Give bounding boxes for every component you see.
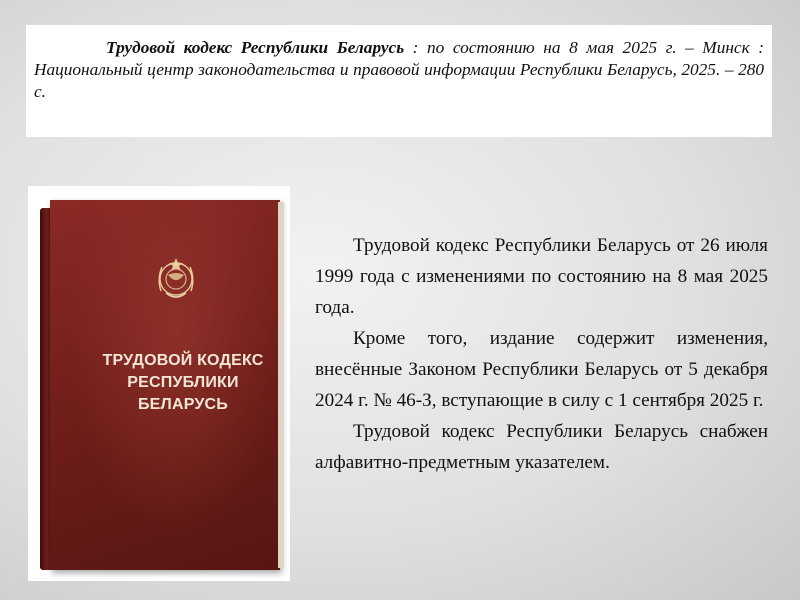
description-paragraph: Трудовой кодекс Республики Беларусь от 26 июля 1999 года с изменениями по состоянию на 8 мая 2025 года. [315, 235, 768, 318]
description-paragraph: Трудовой кодекс Республики Беларусь снабжен алфавитно-предметным указателем. [315, 421, 768, 473]
description [315, 230, 768, 478]
coat-of-arms-icon [153, 255, 199, 305]
citation-title: Трудовой кодекс Республики Беларусь [106, 38, 405, 57]
citation-text [34, 37, 764, 103]
description-paragraph: Кроме того, издание содержит изменения, внесённые Законом Республики Беларусь от 5 декабря 2024 г. № 46-З, вступающие в силу с 1 сентября 2025 г. [315, 328, 768, 411]
citation-details: : по состоянию на 8 мая 2025 г. – Минск : Национальный центр законодательства и правовой информации Республики Беларусь, 2025. – 280 с. [34, 38, 764, 101]
book-cover-title: ТРУДОВОЙ КОДЕКС РЕСПУБЛИКИ БЕЛАРУСЬ [102, 352, 264, 413]
book-cover [50, 200, 280, 570]
book-pages [278, 202, 284, 568]
citation-box [26, 25, 772, 137]
book-cover-image [28, 186, 290, 581]
